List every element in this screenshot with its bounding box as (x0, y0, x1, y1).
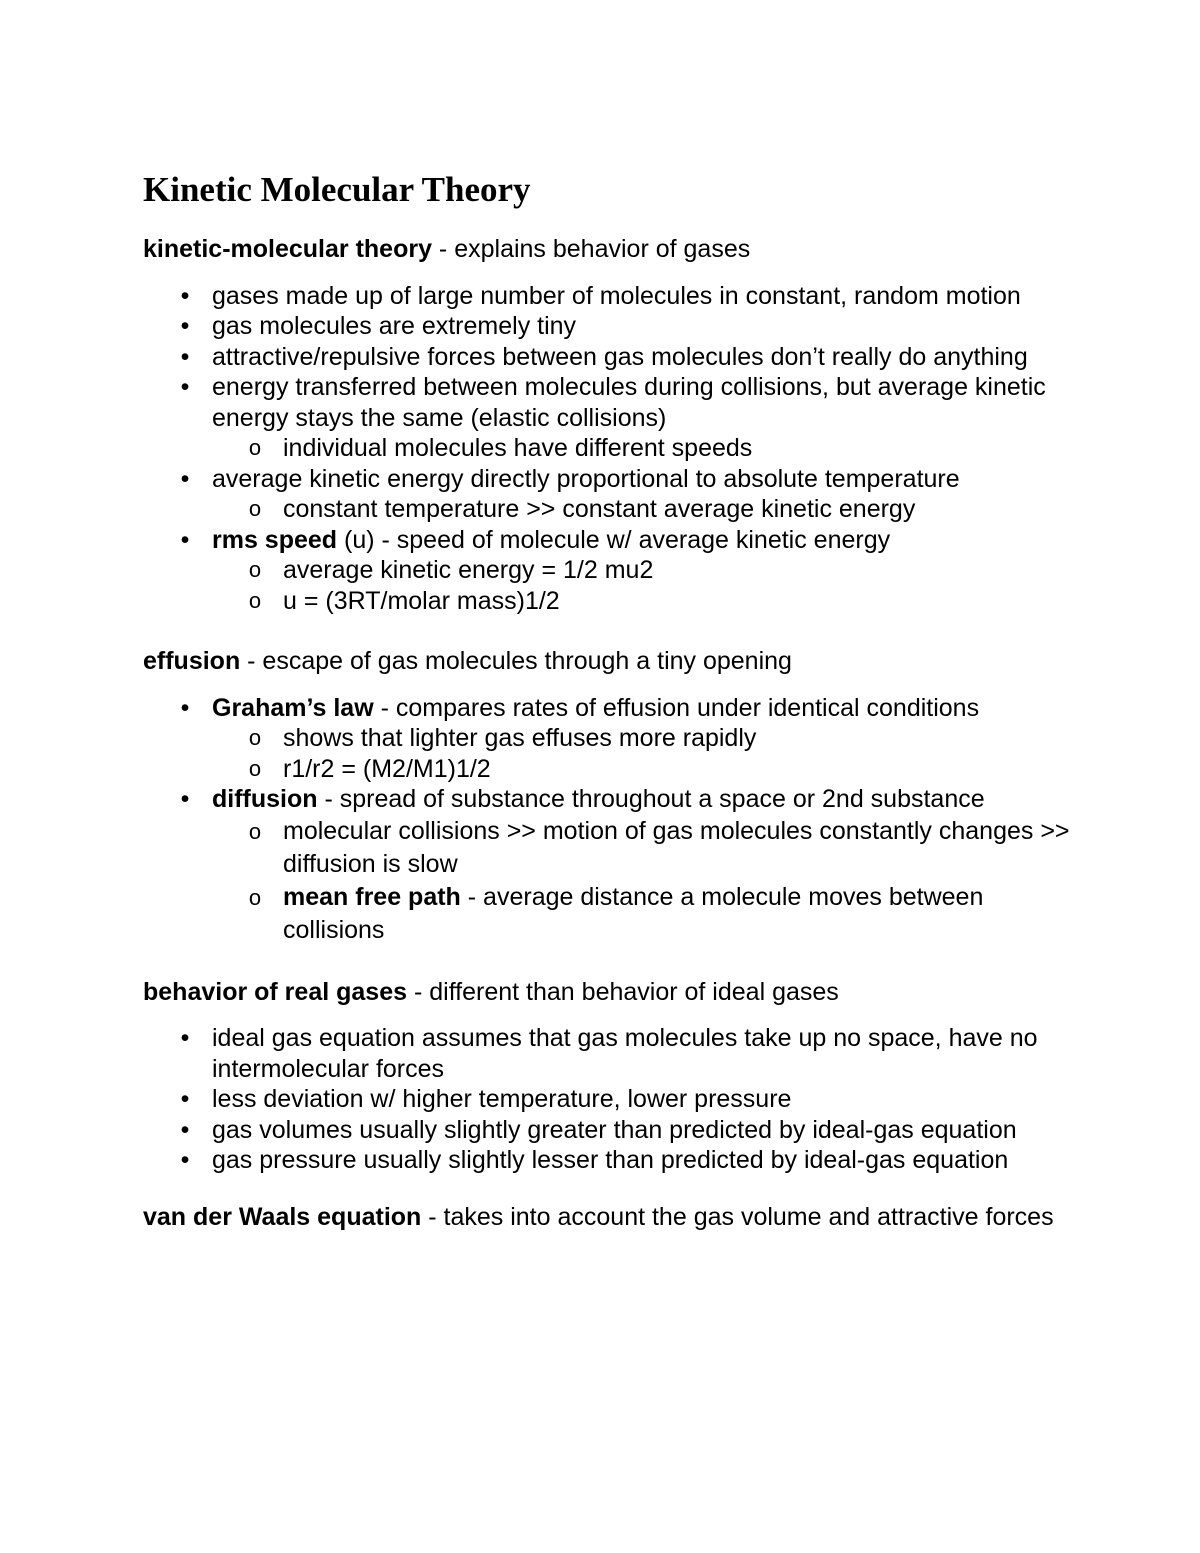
term-diffusion: diffusion (212, 785, 318, 813)
page-title: Kinetic Molecular Theory (143, 170, 531, 209)
sub-list-item: o shows that lighter gas effuses more rapidly (212, 723, 1073, 754)
bullet-icon: • (180, 281, 190, 310)
sub-list-item: o molecular collisions >> motion of gas molecules constantly changes >> diffusion is slow (212, 815, 1073, 881)
term-effusion-desc: - escape of gas molecules through a tiny opening (240, 647, 792, 675)
sub-list (212, 723, 1073, 784)
bullet-icon: • (180, 373, 190, 401)
sub-list-item: o average kinetic energy = 1/2 mu2 (212, 555, 1073, 586)
circle-bullet-icon: o (248, 587, 262, 613)
term-grahams-law: Graham’s law (212, 693, 374, 722)
term-kmt-desc: - explains behavior of gases (431, 235, 751, 263)
sub-list-item: o r1/r2 = (M2/M1)1/2 (212, 754, 1073, 785)
list-item: • less deviation w/ higher temperature, lower pressure (143, 1084, 1073, 1115)
list-item: • gas pressure usually slightly lesser than predicted by ideal-gas equation (143, 1145, 1073, 1176)
section-real-gases-heading (143, 977, 1073, 1008)
term-effusion: effusion (143, 647, 241, 675)
bullet-icon: • (180, 1115, 190, 1144)
term-mean-free-path: mean free path (283, 882, 461, 911)
term-real-gases: behavior of real gases (143, 977, 408, 1006)
list-item: • Graham’s law - compares rates of effusion under identical conditions o shows that lighter gas effuses more rapidly o r1/r2 = (M2/M1)1/2 (143, 693, 1073, 785)
circle-bullet-icon: o (248, 818, 262, 844)
bullet-icon: • (180, 1024, 190, 1052)
effusion-list (143, 693, 1073, 947)
circle-bullet-icon: o (248, 755, 262, 781)
circle-bullet-icon: o (248, 557, 262, 582)
term-kmt: kinetic-molecular theory (143, 235, 432, 263)
circle-bullet-icon: o (248, 884, 262, 910)
term-van-der-waals: van der Waals equation (143, 1202, 422, 1231)
section-kmt-heading (143, 234, 1073, 265)
document-page (143, 168, 1073, 1232)
list-item: • gases made up of large number of molecules in constant, random motion (143, 281, 1073, 312)
sub-list (212, 555, 1073, 616)
list-item: • ideal gas equation assumes that gas molecules take up no space, have no intermolecular forces (143, 1023, 1073, 1084)
bullet-icon: • (180, 342, 190, 371)
list-item: • gas volumes usually slightly greater than predicted by ideal-gas equation (143, 1115, 1073, 1146)
bullet-icon: • (180, 312, 190, 340)
circle-bullet-icon: o (248, 496, 262, 521)
kmt-list (143, 281, 1073, 617)
bullet-icon: • (180, 785, 190, 813)
list-item: • gas molecules are extremely tiny (143, 311, 1073, 342)
bullet-icon: • (180, 693, 190, 722)
list-item: • attractive/repulsive forces between gas molecules don’t really do anything (143, 342, 1073, 373)
term-rms-speed: rms speed (212, 525, 338, 554)
bullet-icon: • (180, 1085, 190, 1113)
sub-list-item: o constant temperature >> constant average kinetic energy (212, 494, 1073, 525)
circle-bullet-icon: o (248, 725, 262, 750)
real-gases-list (143, 1023, 1073, 1176)
list-item: • energy transferred between molecules during collisions, but average kinetic energy stays the same (elastic collisions) o individual molecules have different speeds (143, 372, 1073, 464)
list-item: • diffusion - spread of substance throughout a space or 2nd substance o molecular collisions >> motion of gas molecules constantly changes >> diffusion is slow o mean free path - average distance a molecule moves between collisions (143, 784, 1073, 947)
sub-list (212, 815, 1073, 947)
sub-list-item: o individual molecules have different speeds (212, 433, 1073, 464)
term-van-der-waals-desc: - takes into account the gas volume and attractive forces (421, 1202, 1054, 1231)
sub-list-item: o mean free path - average distance a molecule moves between collisions (212, 881, 1073, 947)
list-item: • average kinetic energy directly proportional to absolute temperature o constant temperature >> constant average kinetic energy (143, 464, 1073, 525)
sub-list-item: o u = (3RT/molar mass)1/2 (212, 586, 1073, 617)
sub-list (212, 433, 1073, 464)
bullet-icon: • (180, 1146, 190, 1174)
sub-list (212, 494, 1073, 525)
section-effusion-heading (143, 646, 1073, 677)
term-real-gases-desc: - different than behavior of ideal gases (407, 977, 839, 1006)
bullet-icon: • (180, 525, 190, 554)
section-vdw-heading (143, 1202, 1073, 1233)
bullet-icon: • (180, 464, 190, 493)
circle-bullet-icon: o (248, 435, 262, 460)
list-item: • rms speed (u) - speed of molecule w/ average kinetic energy o average kinetic energy = 1/2 mu2 o u = (3RT/molar mass)1/2 (143, 525, 1073, 617)
